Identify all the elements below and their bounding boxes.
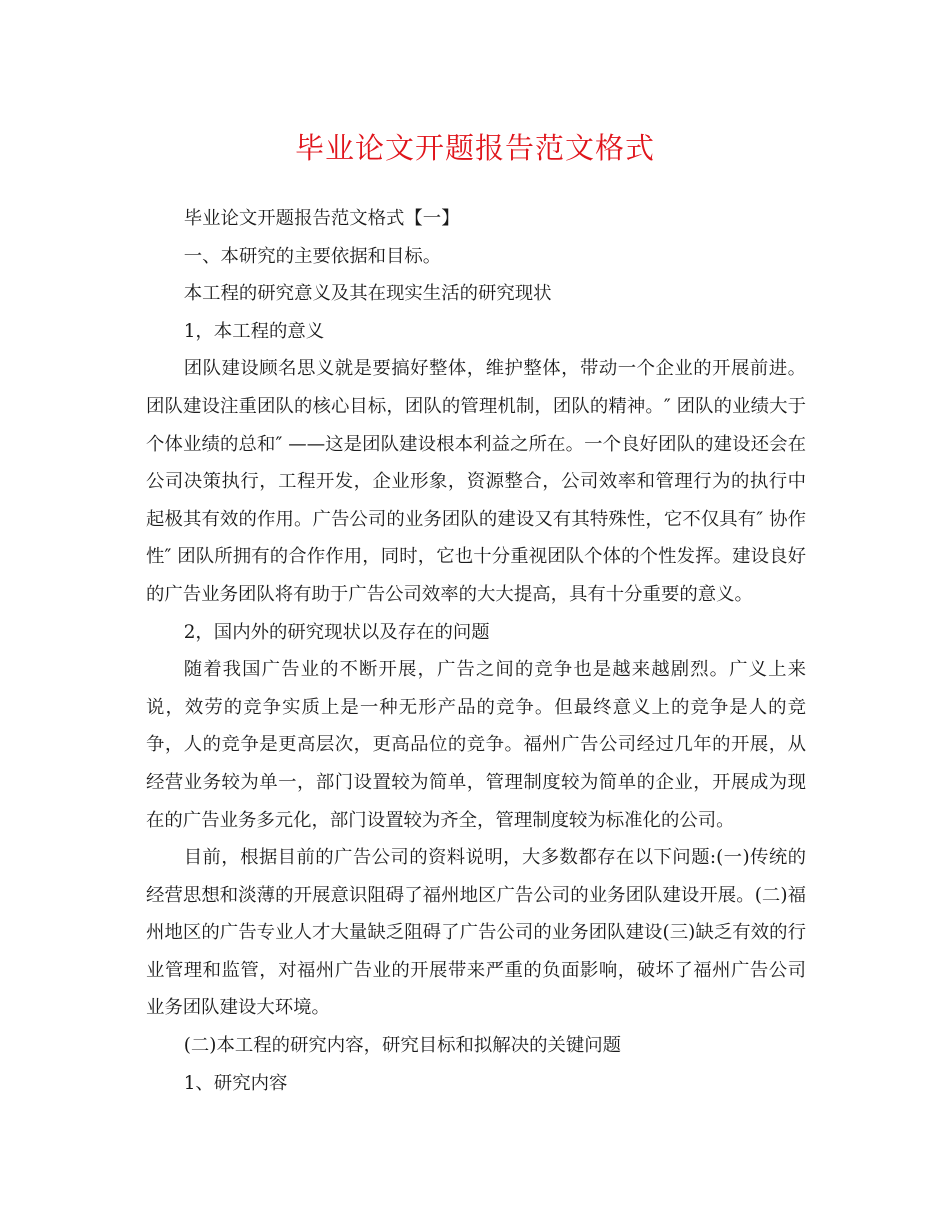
paragraph-competition: 随着我国广告业的不断开展，广告之间的竞争也是越来越剧烈。广义上来说，效劳的竞争实质上是一种无形产品的竞争。但最终意义上的竞争是人的竞争，人的竞争是更高层次，更高品位的竞争。福州广告公司经过几年的开展，从经营业务较为单一，部门设置较为简单，管理制度较为简单的企业，开展成为现在的广告业务多元化，部门设置较为齐全，管理制度较为标准化的公司。 <box>146 659 806 831</box>
document-body <box>146 200 806 1102</box>
paragraph-team-building: 团队建设顾名思义就是要搞好整体，维护整体，带动一个企业的开展前进。团队建设注重团队的核心目标，团队的管理机制，团队的精神。″ 团队的业绩大于个体业绩的总和″ ——这是团队建设根本利益之所在。一个良好团队的建设还会在公司决策执行，工程开发，企业形象，资源整合，公司效率和管理行为的执行中起极其有效的作用。广告公司的业务团队的建设又有其特殊性，它不仅具有″ 协作性″ 团队所拥有的合作作用，同时，它也十分重视团队个体的个性发挥。建设良好的广告业务团队将有助于广告公司效率的大大提高，具有十分重要的意义。 <box>146 358 806 605</box>
paragraph-project-meaning-heading: 1，本工程的意义 <box>183 320 325 342</box>
paragraph-significance-heading: 本工程的研究意义及其在现实生活的研究现状 <box>183 283 552 305</box>
paragraph-research-content-item: 1、研究内容 <box>183 1072 288 1094</box>
paragraph-problems: 目前，根据目前的广告公司的资料说明，大多数都存在以下问题:(一)传统的经营思想和淡薄的开展意识阻碍了福州地区广告公司的业务团队建设开展。(二)福州地区的广告专业人才大量缺乏阻碍了广告公司的业务团队建设(三)缺乏有效的行业管理和监管，对福州广告业的开展带来严重的负面影响，破坏了福州广告公司业务团队建设大环境。 <box>146 847 806 1019</box>
document-title: 毕业论文开题报告范文格式 <box>294 131 655 165</box>
paragraph-research-status-heading: 2，国内外的研究现状以及存在的问题 <box>183 621 490 643</box>
paragraph-research-content-heading: (二)本工程的研究内容，研究目标和拟解决的关键问题 <box>183 1035 622 1057</box>
paragraph-section-heading: 毕业论文开题报告范文格式【一】 <box>183 208 460 229</box>
paragraph-basis-heading: 一、本研究的主要依据和目标。 <box>183 245 442 267</box>
